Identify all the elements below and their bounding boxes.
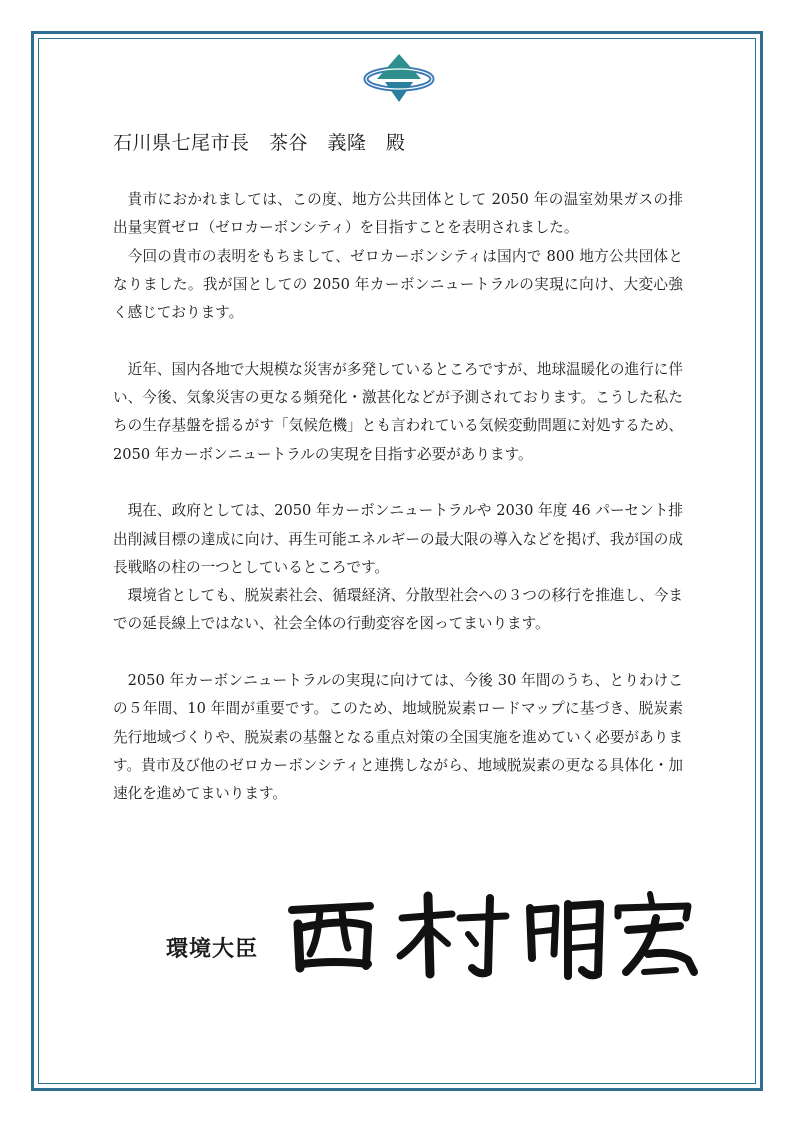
paragraph: 今回の貴市の表明をもちまして、ゼロカーボンシティは国内で 800 地方公共団体となりました。我が国としての 2050 年カーボンニュートラルの実現に向け、大変心強く感じております。 (113, 247, 683, 322)
paragraph: 2050 年カーボンニュートラルの実現に向けては、今後 30 年間のうち、とりわけこの５年間、10 年間が重要です。このため、地域脱炭素ロードマップに基づき、脱炭素先行地域づくりや、脱炭素の基盤となる重点対策の全国実施を進めていく必要があります。貴市及び他のゼロカーボンシティと連携しながら、地域脱炭素の更なる具体化・加速化を進めてまいります。 (113, 672, 683, 803)
addressee: 石川県七尾市長 茶谷 義隆 殿 (113, 132, 406, 154)
paragraph: 環境省としても、脱炭素社会、循環経済、分散型社会への３つの移行を推進し、今までの延長線上ではない、社会全体の行動変容を図ってまいります。 (113, 587, 683, 633)
minister-title: 環境大臣 (166, 936, 259, 962)
environment-ministry-logo-icon (363, 52, 435, 104)
handwritten-signature (284, 888, 704, 980)
paragraph: 現在、政府としては、2050 年カーボンニュートラルや 2030 年度 46 パーセント排出削減目標の達成に向け、再生可能エネルギーの最大限の導入などを掲げ、我が国の成長戦略の柱の一つとしているところです。 (113, 502, 683, 576)
paragraph: 貴市におかれましては、この度、地方公共団体として 2050 年の温室効果ガスの排出量実質ゼロ（ゼロカーボンシティ）を目指すことを表明されました。 (113, 191, 683, 237)
paragraph: 近年、国内各地で大規模な災害が多発しているところですが、地球温暖化の進行に伴い、今後、気象災害の更なる頻発化・激甚化などが予測されております。こうした私たちの生存基盤を揺るがす「気候危機」とも言われている気候変動問題に対処するため、2050 年カーボンニュートラルの実現を目指す必要があります。 (113, 360, 683, 463)
letter-body (113, 186, 683, 809)
